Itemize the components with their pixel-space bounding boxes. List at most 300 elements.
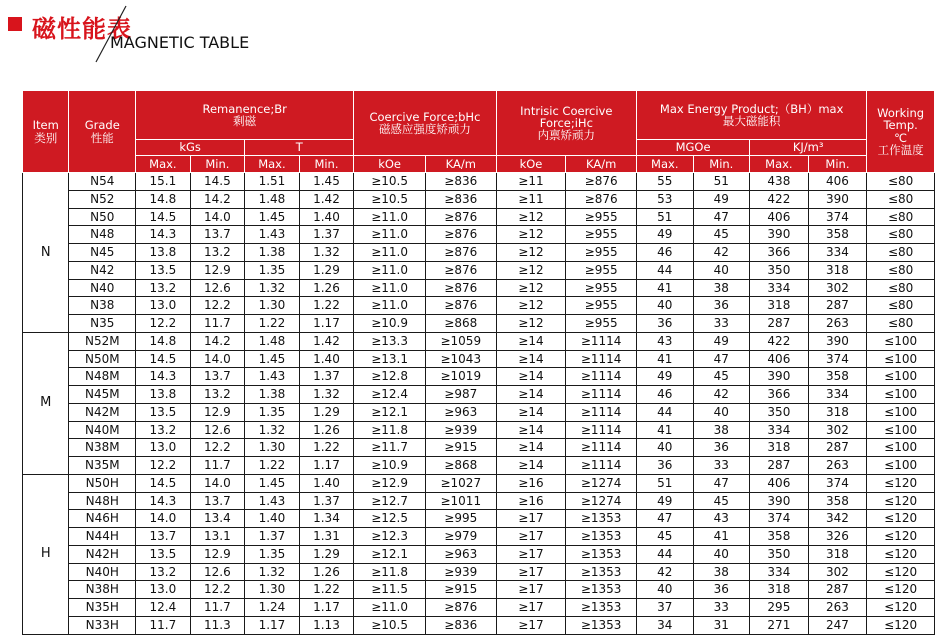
value-cell: ≥1274 <box>566 492 637 510</box>
value-cell: 13.4 <box>190 510 245 528</box>
value-cell: 390 <box>750 226 809 244</box>
table-row <box>23 190 935 208</box>
value-cell: ≥1274 <box>566 474 637 492</box>
grade-cell: N42M <box>69 403 136 421</box>
header-koe: kOe <box>354 156 426 173</box>
value-cell: 46 <box>637 386 694 404</box>
value-cell: ≥915 <box>425 581 496 599</box>
value-cell: ≥16 <box>496 492 566 510</box>
value-cell: 1.48 <box>245 190 300 208</box>
value-cell: 49 <box>637 368 694 386</box>
value-cell: 13.5 <box>136 403 191 421</box>
value-cell: ≥939 <box>425 421 496 439</box>
value-cell: ≤80 <box>867 226 935 244</box>
value-cell: ≤120 <box>867 581 935 599</box>
header-min: Min. <box>808 156 867 173</box>
value-cell: 45 <box>693 492 750 510</box>
value-cell: 1.26 <box>299 563 354 581</box>
value-cell: ≥868 <box>425 315 496 333</box>
value-cell: 14.2 <box>190 332 245 350</box>
value-cell: 12.9 <box>190 403 245 421</box>
header-kam: KA/m <box>566 156 637 173</box>
header-intrinsic-en2: Force;iHc <box>539 115 593 130</box>
grade-cell: N45 <box>69 244 136 262</box>
value-cell: 1.40 <box>299 474 354 492</box>
table-row <box>23 244 935 262</box>
value-cell: ≤80 <box>867 244 935 262</box>
value-cell: ≤80 <box>867 173 935 191</box>
value-cell: ≥1114 <box>566 421 637 439</box>
header-min: Min. <box>693 156 750 173</box>
value-cell: 334 <box>808 386 867 404</box>
value-cell: 1.43 <box>245 368 300 386</box>
value-cell: ≤100 <box>867 403 935 421</box>
value-cell: 318 <box>808 403 867 421</box>
value-cell: 318 <box>750 439 809 457</box>
value-cell: 271 <box>750 616 809 634</box>
header-min: Min. <box>299 156 354 173</box>
value-cell: 406 <box>750 474 809 492</box>
value-cell: 358 <box>808 492 867 510</box>
header-intrinsic-cn: 内禀矫顽力 <box>537 128 596 143</box>
table-row <box>23 492 935 510</box>
value-cell: 326 <box>808 528 867 546</box>
value-cell: ≥876 <box>425 279 496 297</box>
value-cell: 13.8 <box>136 244 191 262</box>
page-title-cn: 磁性能表 <box>32 15 132 43</box>
value-cell: ≥1059 <box>425 332 496 350</box>
value-cell: 1.26 <box>299 279 354 297</box>
value-cell: 14.3 <box>136 368 191 386</box>
value-cell: ≥11.0 <box>354 261 426 279</box>
table-row <box>23 368 935 386</box>
value-cell: 334 <box>750 279 809 297</box>
header-working-cn: 工作温度 <box>877 142 924 157</box>
value-cell: 350 <box>750 261 809 279</box>
value-cell: 318 <box>808 261 867 279</box>
value-cell: 36 <box>637 315 694 333</box>
value-cell: 13.5 <box>136 261 191 279</box>
value-cell: ≤80 <box>867 279 935 297</box>
value-cell: ≥11.0 <box>354 244 426 262</box>
value-cell: 41 <box>637 421 694 439</box>
value-cell: 14.0 <box>190 474 245 492</box>
value-cell: 49 <box>693 332 750 350</box>
value-cell: ≤80 <box>867 297 935 315</box>
value-cell: ≥955 <box>566 244 637 262</box>
value-cell: 14.0 <box>136 510 191 528</box>
value-cell: 406 <box>808 173 867 191</box>
value-cell: ≥11.0 <box>354 599 426 617</box>
value-cell: 390 <box>750 492 809 510</box>
magnetic-table <box>22 90 935 635</box>
value-cell: 318 <box>750 581 809 599</box>
value-cell: ≤120 <box>867 492 935 510</box>
value-cell: 366 <box>750 244 809 262</box>
value-cell: ≤80 <box>867 261 935 279</box>
value-cell: 13.2 <box>190 244 245 262</box>
value-cell: 38 <box>693 279 750 297</box>
value-cell: 1.32 <box>299 244 354 262</box>
value-cell: 49 <box>637 492 694 510</box>
value-cell: 11.7 <box>190 599 245 617</box>
value-cell: ≥14 <box>496 368 566 386</box>
value-cell: 36 <box>693 581 750 599</box>
grade-cell: N50H <box>69 474 136 492</box>
value-cell: ≥11.5 <box>354 581 426 599</box>
header-grade-cn: 性能 <box>90 130 114 145</box>
value-cell: 302 <box>808 563 867 581</box>
table-row <box>23 421 935 439</box>
value-cell: 1.37 <box>299 492 354 510</box>
value-cell: ≥12.1 <box>354 545 426 563</box>
header-working-en1: Working <box>877 106 925 121</box>
value-cell: 1.29 <box>299 403 354 421</box>
header-max: Max. <box>750 156 809 173</box>
value-cell: 12.6 <box>190 279 245 297</box>
grade-cell: N38M <box>69 439 136 457</box>
value-cell: 1.22 <box>245 457 300 475</box>
value-cell: 13.7 <box>136 528 191 546</box>
value-cell: 14.5 <box>136 350 191 368</box>
value-cell: ≥955 <box>566 226 637 244</box>
value-cell: ≥13.3 <box>354 332 426 350</box>
value-cell: ≥955 <box>566 297 637 315</box>
value-cell: 38 <box>693 421 750 439</box>
value-cell: 14.3 <box>136 226 191 244</box>
value-cell: ≤120 <box>867 545 935 563</box>
value-cell: 422 <box>750 332 809 350</box>
value-cell: 40 <box>693 403 750 421</box>
value-cell: 47 <box>693 208 750 226</box>
value-cell: 13.0 <box>136 439 191 457</box>
value-cell: 263 <box>808 457 867 475</box>
value-cell: 1.45 <box>299 173 354 191</box>
value-cell: 1.48 <box>245 332 300 350</box>
value-cell: ≥14 <box>496 350 566 368</box>
value-cell: 1.40 <box>245 510 300 528</box>
value-cell: ≥11 <box>496 190 566 208</box>
value-cell: 36 <box>693 297 750 315</box>
value-cell: ≥13.1 <box>354 350 426 368</box>
value-cell: ≥10.9 <box>354 457 426 475</box>
value-cell: ≥10.5 <box>354 616 426 634</box>
value-cell: 1.17 <box>299 315 354 333</box>
header-coercive-en: Coercive Force;bHc <box>369 109 481 124</box>
value-cell: 295 <box>750 599 809 617</box>
value-cell: ≥876 <box>566 190 637 208</box>
value-cell: ≥12.7 <box>354 492 426 510</box>
group-label: M <box>23 332 69 474</box>
value-cell: 13.1 <box>190 528 245 546</box>
value-cell: ≥955 <box>566 208 637 226</box>
value-cell: ≥10.9 <box>354 315 426 333</box>
value-cell: ≥1043 <box>425 350 496 368</box>
value-cell: ≥939 <box>425 563 496 581</box>
value-cell: 1.37 <box>299 368 354 386</box>
value-cell: ≥868 <box>425 457 496 475</box>
value-cell: ≥12.8 <box>354 368 426 386</box>
value-cell: ≥12.1 <box>354 403 426 421</box>
value-cell: ≥1114 <box>566 332 637 350</box>
value-cell: 1.42 <box>299 190 354 208</box>
value-cell: 12.2 <box>190 439 245 457</box>
value-cell: ≤120 <box>867 563 935 581</box>
table-row <box>23 599 935 617</box>
value-cell: ≥12.3 <box>354 528 426 546</box>
value-cell: 1.22 <box>299 581 354 599</box>
value-cell: ≥14 <box>496 439 566 457</box>
value-cell: ≥16 <box>496 474 566 492</box>
grade-cell: N48H <box>69 492 136 510</box>
value-cell: ≥979 <box>425 528 496 546</box>
value-cell: 14.0 <box>190 208 245 226</box>
value-cell: 13.2 <box>136 421 191 439</box>
value-cell: 14.0 <box>190 350 245 368</box>
value-cell: 40 <box>637 581 694 599</box>
value-cell: 287 <box>808 581 867 599</box>
header-coercive <box>354 91 496 156</box>
value-cell: 53 <box>637 190 694 208</box>
value-cell: 1.30 <box>245 297 300 315</box>
value-cell: 12.2 <box>190 297 245 315</box>
value-cell: 11.7 <box>190 315 245 333</box>
value-cell: ≤80 <box>867 190 935 208</box>
value-cell: 12.9 <box>190 545 245 563</box>
value-cell: 14.3 <box>136 492 191 510</box>
value-cell: 1.17 <box>245 616 300 634</box>
value-cell: 342 <box>808 510 867 528</box>
value-cell: ≥11.8 <box>354 421 426 439</box>
value-cell: 40 <box>693 545 750 563</box>
value-cell: ≥1353 <box>566 510 637 528</box>
value-cell: 406 <box>750 208 809 226</box>
value-cell: ≥1353 <box>566 616 637 634</box>
value-cell: 49 <box>693 190 750 208</box>
value-cell: 1.26 <box>299 421 354 439</box>
header-remanence-en: Remanence;Br <box>202 101 287 116</box>
value-cell: ≥12 <box>496 226 566 244</box>
table-row <box>23 563 935 581</box>
value-cell: 47 <box>693 474 750 492</box>
value-cell: 33 <box>693 457 750 475</box>
value-cell: 45 <box>693 368 750 386</box>
value-cell: ≥1011 <box>425 492 496 510</box>
table-row <box>23 332 935 350</box>
table-row <box>23 261 935 279</box>
value-cell: ≥876 <box>425 599 496 617</box>
value-cell: 41 <box>693 528 750 546</box>
value-cell: 1.45 <box>245 208 300 226</box>
value-cell: 47 <box>693 350 750 368</box>
value-cell: ≤100 <box>867 350 935 368</box>
value-cell: 1.22 <box>245 315 300 333</box>
value-cell: ≥17 <box>496 616 566 634</box>
value-cell: ≥11.0 <box>354 297 426 315</box>
header-grade-en: Grade <box>84 118 120 133</box>
table-row <box>23 474 935 492</box>
value-cell: 422 <box>750 190 809 208</box>
header-intrinsic <box>496 91 636 156</box>
value-cell: 55 <box>637 173 694 191</box>
value-cell: ≥876 <box>566 173 637 191</box>
value-cell: 1.51 <box>245 173 300 191</box>
value-cell: ≥12 <box>496 279 566 297</box>
value-cell: 334 <box>808 244 867 262</box>
value-cell: ≥11.7 <box>354 439 426 457</box>
grade-cell: N35H <box>69 599 136 617</box>
value-cell: ≥836 <box>425 190 496 208</box>
value-cell: ≥14 <box>496 386 566 404</box>
value-cell: ≥17 <box>496 510 566 528</box>
value-cell: ≥12 <box>496 208 566 226</box>
value-cell: 15.1 <box>136 173 191 191</box>
value-cell: ≥1027 <box>425 474 496 492</box>
value-cell: ≥1114 <box>566 350 637 368</box>
grade-cell: N35 <box>69 315 136 333</box>
value-cell: 49 <box>637 226 694 244</box>
table-row <box>23 510 935 528</box>
grade-cell: N50M <box>69 350 136 368</box>
header-working-en2: Temp. <box>883 118 918 133</box>
value-cell: 43 <box>637 332 694 350</box>
table-row <box>23 173 935 191</box>
value-cell: 11.7 <box>190 457 245 475</box>
header-remanence-cn: 剩磁 <box>233 114 257 128</box>
value-cell: ≥876 <box>425 244 496 262</box>
table-row <box>23 545 935 563</box>
value-cell: ≥876 <box>425 226 496 244</box>
value-cell: ≥955 <box>566 261 637 279</box>
value-cell: 1.32 <box>245 421 300 439</box>
value-cell: ≥1353 <box>566 599 637 617</box>
value-cell: 13.2 <box>190 386 245 404</box>
value-cell: ≥11.8 <box>354 563 426 581</box>
header-koe: kOe <box>496 156 566 173</box>
value-cell: 12.6 <box>190 421 245 439</box>
value-cell: 374 <box>808 474 867 492</box>
value-cell: ≥1114 <box>566 457 637 475</box>
table-row <box>23 208 935 226</box>
value-cell: ≥836 <box>425 173 496 191</box>
header-max: Max. <box>637 156 694 173</box>
value-cell: 302 <box>808 421 867 439</box>
table-row <box>23 350 935 368</box>
value-cell: ≥1114 <box>566 368 637 386</box>
value-cell: 40 <box>637 439 694 457</box>
table-row <box>23 386 935 404</box>
value-cell: ≥1353 <box>566 545 637 563</box>
value-cell: ≤80 <box>867 208 935 226</box>
value-cell: ≥836 <box>425 616 496 634</box>
value-cell: 263 <box>808 599 867 617</box>
value-cell: 14.8 <box>136 190 191 208</box>
value-cell: 358 <box>750 528 809 546</box>
header-energy-cn: 最大磁能积 <box>722 114 781 128</box>
value-cell: 374 <box>750 510 809 528</box>
value-cell: ≥17 <box>496 528 566 546</box>
header-kjm3: KJ/m³ <box>750 140 867 156</box>
value-cell: 406 <box>750 350 809 368</box>
value-cell: 1.32 <box>245 279 300 297</box>
grade-cell: N40H <box>69 563 136 581</box>
value-cell: ≥12 <box>496 244 566 262</box>
value-cell: 1.17 <box>299 457 354 475</box>
grade-cell: N40 <box>69 279 136 297</box>
value-cell: 390 <box>750 368 809 386</box>
value-cell: 1.30 <box>245 581 300 599</box>
value-cell: 36 <box>693 439 750 457</box>
value-cell: ≥963 <box>425 403 496 421</box>
value-cell: ≤100 <box>867 421 935 439</box>
value-cell: ≥17 <box>496 545 566 563</box>
value-cell: 14.5 <box>190 173 245 191</box>
value-cell: 366 <box>750 386 809 404</box>
value-cell: 12.2 <box>136 315 191 333</box>
value-cell: ≥955 <box>566 315 637 333</box>
value-cell: ≥14 <box>496 332 566 350</box>
value-cell: 1.37 <box>245 528 300 546</box>
value-cell: ≥17 <box>496 563 566 581</box>
header-max: Max. <box>245 156 300 173</box>
value-cell: 12.9 <box>190 261 245 279</box>
value-cell: 34 <box>637 616 694 634</box>
value-cell: 33 <box>693 599 750 617</box>
header-t: T <box>245 140 354 156</box>
header-coercive-cn: 磁感应强度矫顽力 <box>378 122 471 136</box>
value-cell: 350 <box>750 545 809 563</box>
value-cell: ≤80 <box>867 315 935 333</box>
value-cell: 318 <box>750 297 809 315</box>
value-cell: 390 <box>808 332 867 350</box>
header-energy <box>637 91 867 140</box>
value-cell: ≥1114 <box>566 386 637 404</box>
value-cell: ≥10.5 <box>354 173 426 191</box>
value-cell: 1.35 <box>245 403 300 421</box>
value-cell: 42 <box>693 244 750 262</box>
value-cell: ≥915 <box>425 439 496 457</box>
value-cell: ≤120 <box>867 616 935 634</box>
value-cell: 13.0 <box>136 581 191 599</box>
value-cell: 37 <box>637 599 694 617</box>
value-cell: 390 <box>808 190 867 208</box>
value-cell: 40 <box>693 261 750 279</box>
value-cell: ≤120 <box>867 510 935 528</box>
header-grade <box>69 91 136 173</box>
header-kam: KA/m <box>425 156 496 173</box>
table-row <box>23 457 935 475</box>
value-cell: 45 <box>637 528 694 546</box>
value-cell: 51 <box>637 208 694 226</box>
value-cell: ≥14 <box>496 421 566 439</box>
value-cell: 44 <box>637 261 694 279</box>
value-cell: ≥14 <box>496 457 566 475</box>
value-cell: ≥876 <box>425 297 496 315</box>
header-intrinsic-en1: Intrisic Coercive <box>520 103 613 118</box>
value-cell: 1.31 <box>299 528 354 546</box>
header-item-en: Item <box>32 118 59 133</box>
value-cell: ≥17 <box>496 599 566 617</box>
value-cell: 1.35 <box>245 261 300 279</box>
value-cell: 1.24 <box>245 599 300 617</box>
value-cell: ≥955 <box>566 279 637 297</box>
value-cell: 334 <box>750 421 809 439</box>
header-working-unit: ℃ <box>894 130 908 145</box>
value-cell: ≥1114 <box>566 439 637 457</box>
page-header <box>0 0 940 90</box>
value-cell: ≥12 <box>496 315 566 333</box>
value-cell: ≥1353 <box>566 563 637 581</box>
